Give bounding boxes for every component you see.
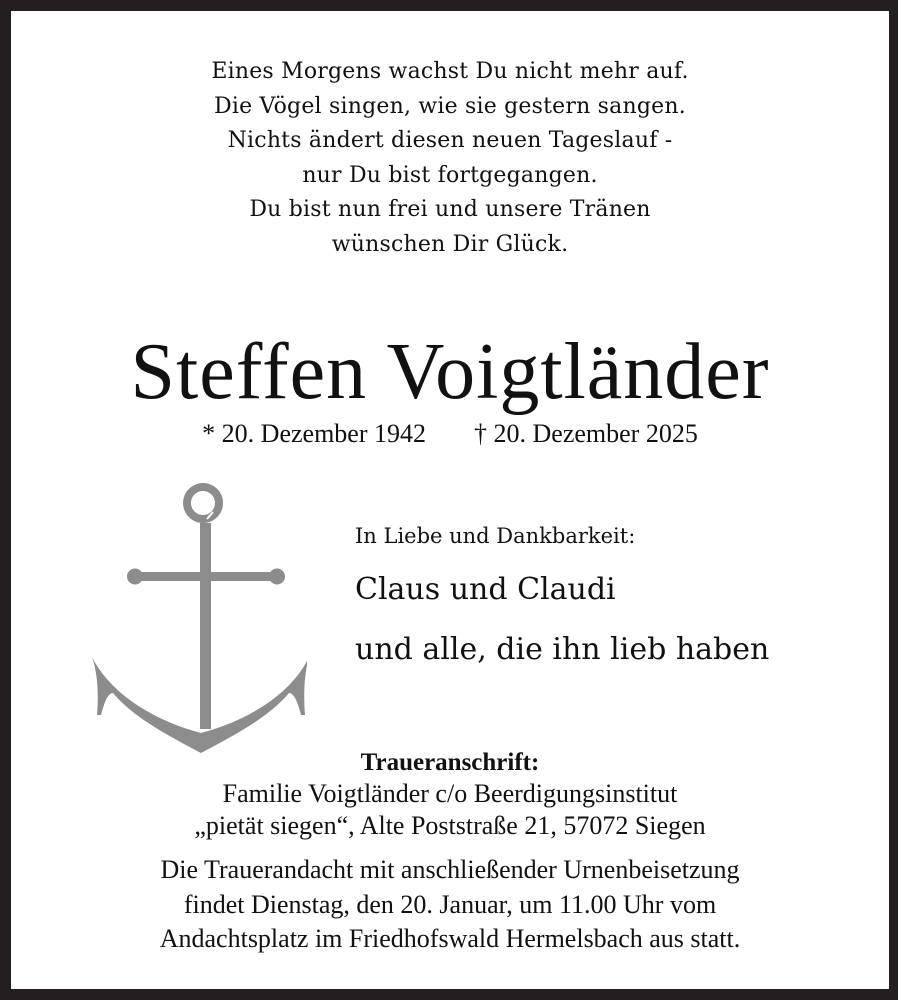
address-line: Familie Voigtländer c/o Beerdigungsinstitut xyxy=(222,779,678,808)
service-line: Die Trauerandacht mit anschließender Urnenbeisetzung xyxy=(160,855,740,884)
address-label: Traueranschrift: xyxy=(360,749,540,776)
address-line: „pietät siegen“, Alte Poststraße 21, 57072 Siegen xyxy=(194,811,706,840)
poem-line: wünschen Dir Glück. xyxy=(331,231,569,257)
life-dates xyxy=(11,417,889,451)
mourners-block xyxy=(355,519,769,670)
poem-line: Nichts ändert diesen neuen Tageslauf - xyxy=(227,128,673,153)
mourners-names: Claus und Claudi xyxy=(355,572,616,607)
poem xyxy=(11,55,889,262)
poem-line: nur Du bist fortgegangen. xyxy=(302,162,598,188)
service-line: findet Dienstag, den 20. Januar, um 11.00 Uhr vom xyxy=(183,889,717,919)
service-info xyxy=(11,853,889,957)
poem-line: Du bist nun frei und unsere Tränen xyxy=(249,197,651,222)
death-date: † 20. Dezember 2025 xyxy=(474,419,698,448)
mourners-intro: In Liebe und Dankbarkeit: xyxy=(355,524,636,548)
poem-line: Eines Morgens wachst Du nicht mehr auf. xyxy=(211,59,689,84)
obituary-card xyxy=(11,11,889,989)
mourners-others: und alle, die ihn lieb haben xyxy=(355,632,770,667)
deceased-name: Steffen Voigtländer xyxy=(130,328,770,416)
condolence-address xyxy=(11,748,889,842)
anchor-icon xyxy=(83,481,307,757)
service-line: Andachtsplatz im Friedhofswald Hermelsbach aus statt. xyxy=(159,924,741,953)
poem-line: Die Vögel singen, wie sie gestern sangen. xyxy=(214,93,686,119)
birth-date: * 20. Dezember 1942 xyxy=(202,419,426,448)
